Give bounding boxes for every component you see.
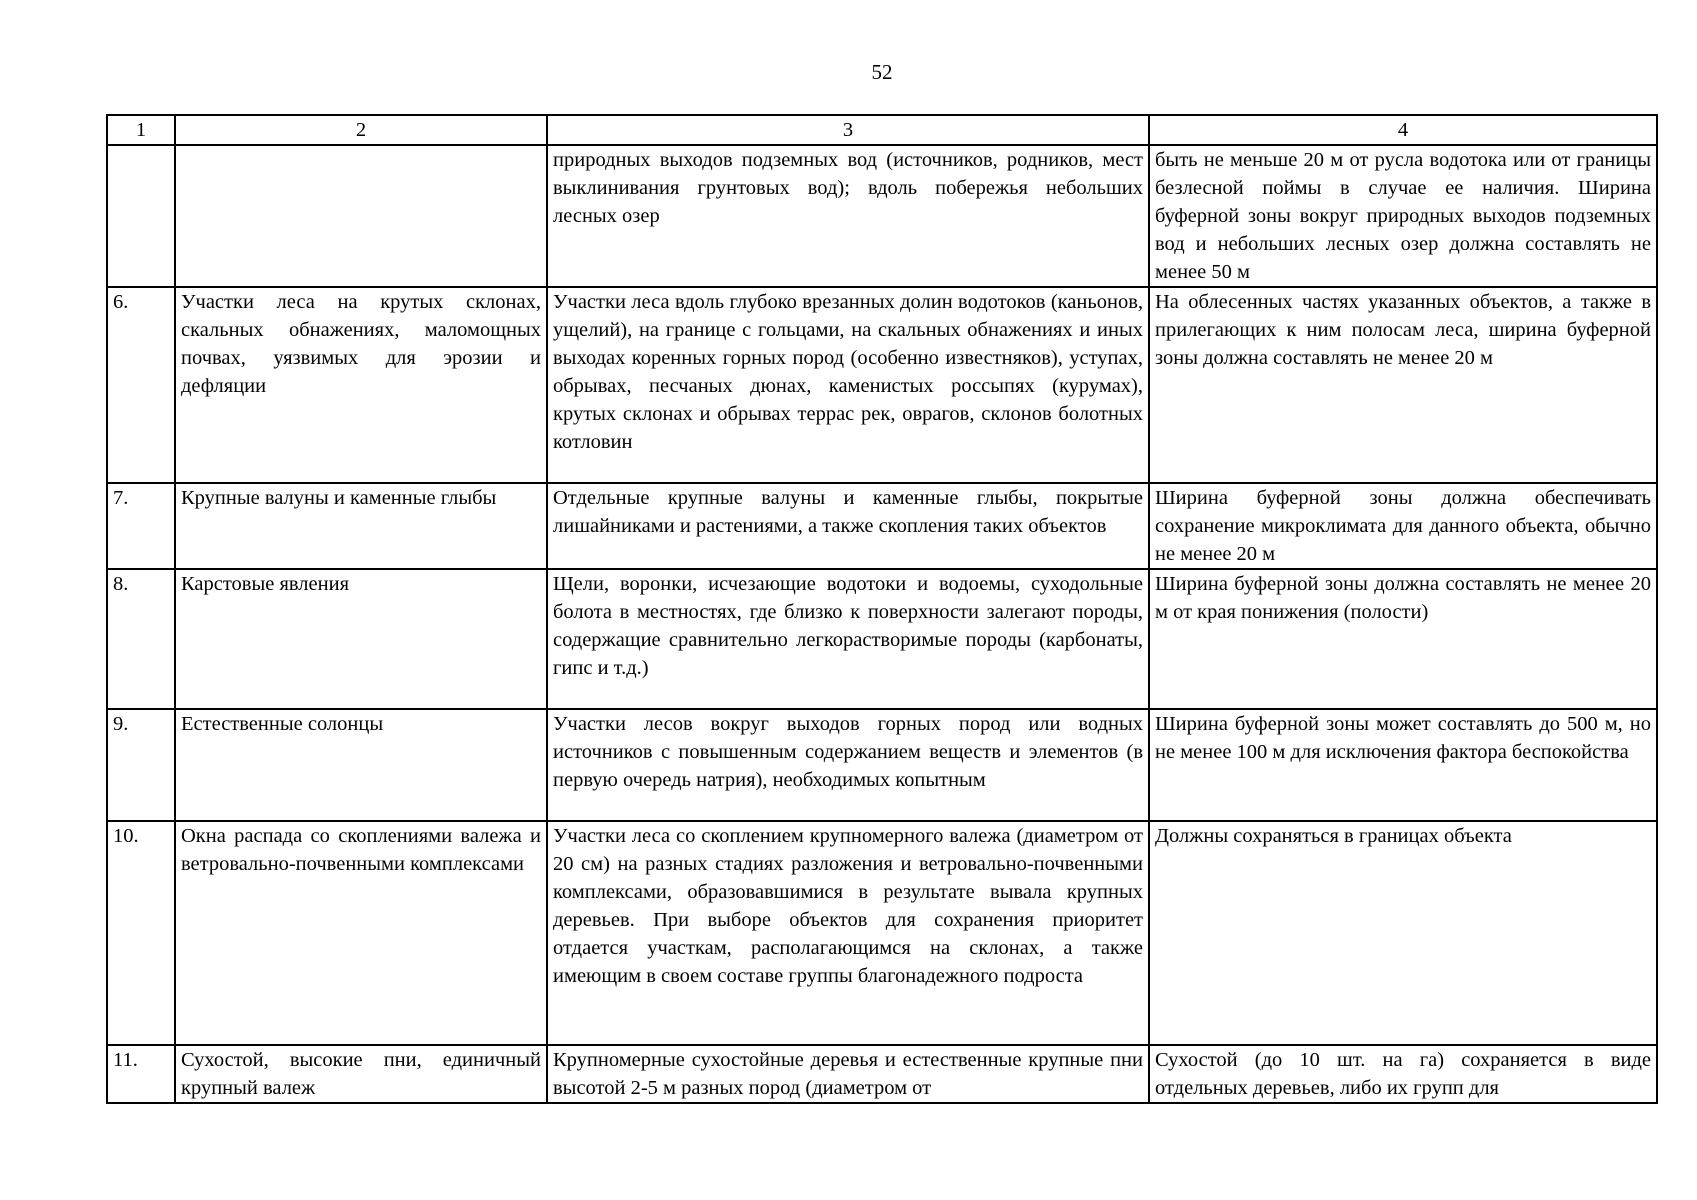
forest-objects-table [106,114,1658,1104]
table-row [107,569,1657,709]
row-number: 8. [107,569,175,709]
table-row [107,709,1657,821]
table-row [107,287,1657,483]
row-number: 9. [107,709,175,821]
row-number: 11. [107,1045,175,1103]
column-header: 4 [1149,115,1657,145]
object-name: Сухостой, высокие пни, единичный крупный валеж [175,1045,547,1103]
column-header: 2 [175,115,547,145]
object-description: Крупномерные сухостойные деревья и естественные крупные пни высотой 2-5 м разных пород (диаметром от [547,1045,1149,1103]
buffer-zone: На облесенных частях указанных объектов, а также в прилегающих к ним полосам леса, ширина буферной зоны должна составлять не менее 20 м [1149,287,1657,483]
object-description: Щели, воронки, исчезающие водотоки и водоемы, суходольные болота в местностях, где близко к поверхности залегают породы, содержащие сравнительно легкорастворимые породы (карбонаты, гипс и т.д.) [547,569,1149,709]
object-description: Участки леса со скоплением крупномерного валежа (диаметром от 20 см) на разных стадиях разложения и ветровально-почвенными комплексами, образовавшимися в результате вывала крупных деревьев. При выборе объектов для сохранения приоритет отдается участкам, располагающимся на склонах, а также имеющим в своем составе группы благонадежного подроста [547,821,1149,1045]
row-number [107,145,175,287]
buffer-zone: Ширина буферной зоны должна обеспечивать сохранение микроклимата для данного объекта, обычно не менее 20 м [1149,483,1657,569]
row-number: 7. [107,483,175,569]
table-row [107,821,1657,1045]
row-number: 6. [107,287,175,483]
object-name: Естественные солонцы [175,709,547,821]
buffer-zone: Ширина буферной зоны должна составлять не менее 20 м от края понижения (полости) [1149,569,1657,709]
table-row [107,483,1657,569]
column-header: 3 [547,115,1149,145]
row-number: 10. [107,821,175,1045]
object-name: Карстовые явления [175,569,547,709]
object-description: природных выходов подземных вод (источников, родников, мест выклинивания грунтовых вод); вдоль побережья небольших лесных озер [547,145,1149,287]
object-description: Участки лесов вокруг выходов горных пород или водных источников с повышенным содержанием веществ и элементов (в первую очередь натрия), необходимых копытным [547,709,1149,821]
object-name [175,145,547,287]
object-name: Крупные валуны и каменные глыбы [175,483,547,569]
page-number: 52 [871,60,893,84]
object-name: Участки леса на крутых склонах, скальных обнажениях, маломощных почвах, уязвимых для эрозии и дефляции [175,287,547,483]
buffer-zone: Должны сохраняться в границах объекта [1149,821,1657,1045]
column-header: 1 [107,115,175,145]
object-name: Окна распада со скоплениями валежа и ветровально-почвенными комплексами [175,821,547,1045]
table-header-row [107,115,1657,145]
buffer-zone: Сухостой (до 10 шт. на га) сохраняется в виде отдельных деревьев, либо их групп для [1149,1045,1657,1103]
table-row [107,145,1657,287]
object-description: Отдельные крупные валуны и каменные глыбы, покрытые лишайниками и растениями, а также скопления таких объектов [547,483,1149,569]
buffer-zone: Ширина буферной зоны может составлять до 500 м, но не менее 100 м для исключения фактора беспокойства [1149,709,1657,821]
object-description: Участки леса вдоль глубоко врезанных долин водотоков (каньонов, ущелий), на границе с гольцами, на скальных обнажениях и иных выходах коренных горных пород (особенно известняков), уступах, обрывах, песчаных дюнах, каменистых россыпях (курумах), крутых склонах и обрывах террас рек, оврагов, склонов болотных котловин [547,287,1149,483]
buffer-zone: быть не меньше 20 м от русла водотока или от границы безлесной поймы в случае ее наличия. Ширина буферной зоны вокруг природных выходов подземных вод и небольших лесных озер должна составлять не менее 50 м [1149,145,1657,287]
table-row [107,1045,1657,1103]
